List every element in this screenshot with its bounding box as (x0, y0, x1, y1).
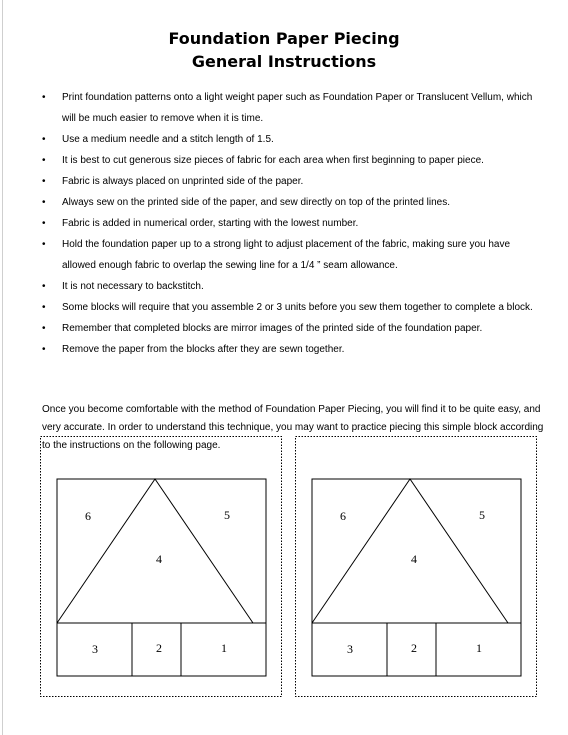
list-item-text: Print foundation patterns onto a light weight paper such as Foundation Paper or Translucent Vellum, which will be much easier to remove when it is time. (62, 92, 533, 124)
bullet-icon: • (42, 302, 46, 313)
list-item (0, 87, 568, 129)
piece-label-4: 4 (156, 552, 162, 566)
piece-label-5: 5 (224, 508, 230, 522)
piece-label-2: 2 (411, 641, 417, 655)
piece-label-4: 4 (411, 552, 417, 566)
intro-paragraph: Once you become comfortable with the method of Foundation Paper Piecing, you will find it to be quite easy, and very accurate. In order to understand this technique, you may want to practice piecing this simple block according to the instructions on the following page. (42, 404, 544, 451)
list-item (0, 297, 568, 318)
list-item-text: It is not necessary to backstitch. (62, 281, 204, 292)
list-item (0, 318, 568, 339)
list-item-text: Remember that completed blocks are mirror images of the printed side of the foundation paper. (62, 323, 483, 334)
list-item-text: Fabric is added in numerical order, starting with the lowest number. (62, 218, 359, 229)
page-title: Foundation Paper Piecing (168, 29, 400, 48)
piece-label-5: 5 (479, 508, 485, 522)
bullet-icon: • (42, 281, 46, 292)
page-subtitle: General Instructions (191, 52, 377, 71)
list-item-text: Some blocks will require that you assemble 2 or 3 units before you sew them together to complete a block. (62, 302, 533, 313)
list-item-text: Fabric is always placed on unprinted side of the paper. (62, 176, 304, 187)
bullet-icon: • (42, 134, 46, 145)
piece-label-2: 2 (156, 641, 162, 655)
list-item (0, 213, 568, 234)
piece-label-6: 6 (85, 509, 91, 523)
list-item-text: Use a medium needle and a stitch length of 1.5. (62, 134, 274, 145)
quilt-block-right (295, 436, 537, 697)
list-item-text: Remove the paper from the blocks after they are sewn together. (62, 344, 345, 355)
quilt-block-left (40, 436, 282, 697)
instruction-list (0, 87, 568, 360)
bullet-icon: • (42, 197, 46, 208)
bullet-icon: • (42, 239, 46, 250)
list-item (0, 129, 568, 150)
block-diagram (295, 436, 537, 697)
bullet-icon: • (42, 323, 46, 334)
piece-label-3: 3 (92, 642, 98, 656)
list-item (0, 192, 568, 213)
bullet-icon: • (42, 344, 46, 355)
bullet-icon: • (42, 92, 46, 103)
list-item (0, 234, 568, 276)
piece-label-6: 6 (340, 509, 346, 523)
piece-label-1: 1 (221, 641, 227, 655)
list-item-text: Hold the foundation paper up to a strong light to adjust placement of the fabric, making sure you have allowed enough fabric to overlap the sewing line for a 1/4 ” seam allowance. (62, 239, 511, 271)
bullet-icon: • (42, 218, 46, 229)
list-item (0, 171, 568, 192)
piece-label-3: 3 (347, 642, 353, 656)
list-item (0, 339, 568, 360)
bullet-icon: • (42, 155, 46, 166)
list-item (0, 150, 568, 171)
piece-label-1: 1 (476, 641, 482, 655)
list-item (0, 276, 568, 297)
block-diagram (40, 436, 282, 697)
list-item-text: It is best to cut generous size pieces of fabric for each area when first beginning to paper piece. (62, 155, 484, 166)
list-item-text: Always sew on the printed side of the paper, and sew directly on top of the printed lines. (62, 197, 451, 208)
bullet-icon: • (42, 176, 46, 187)
